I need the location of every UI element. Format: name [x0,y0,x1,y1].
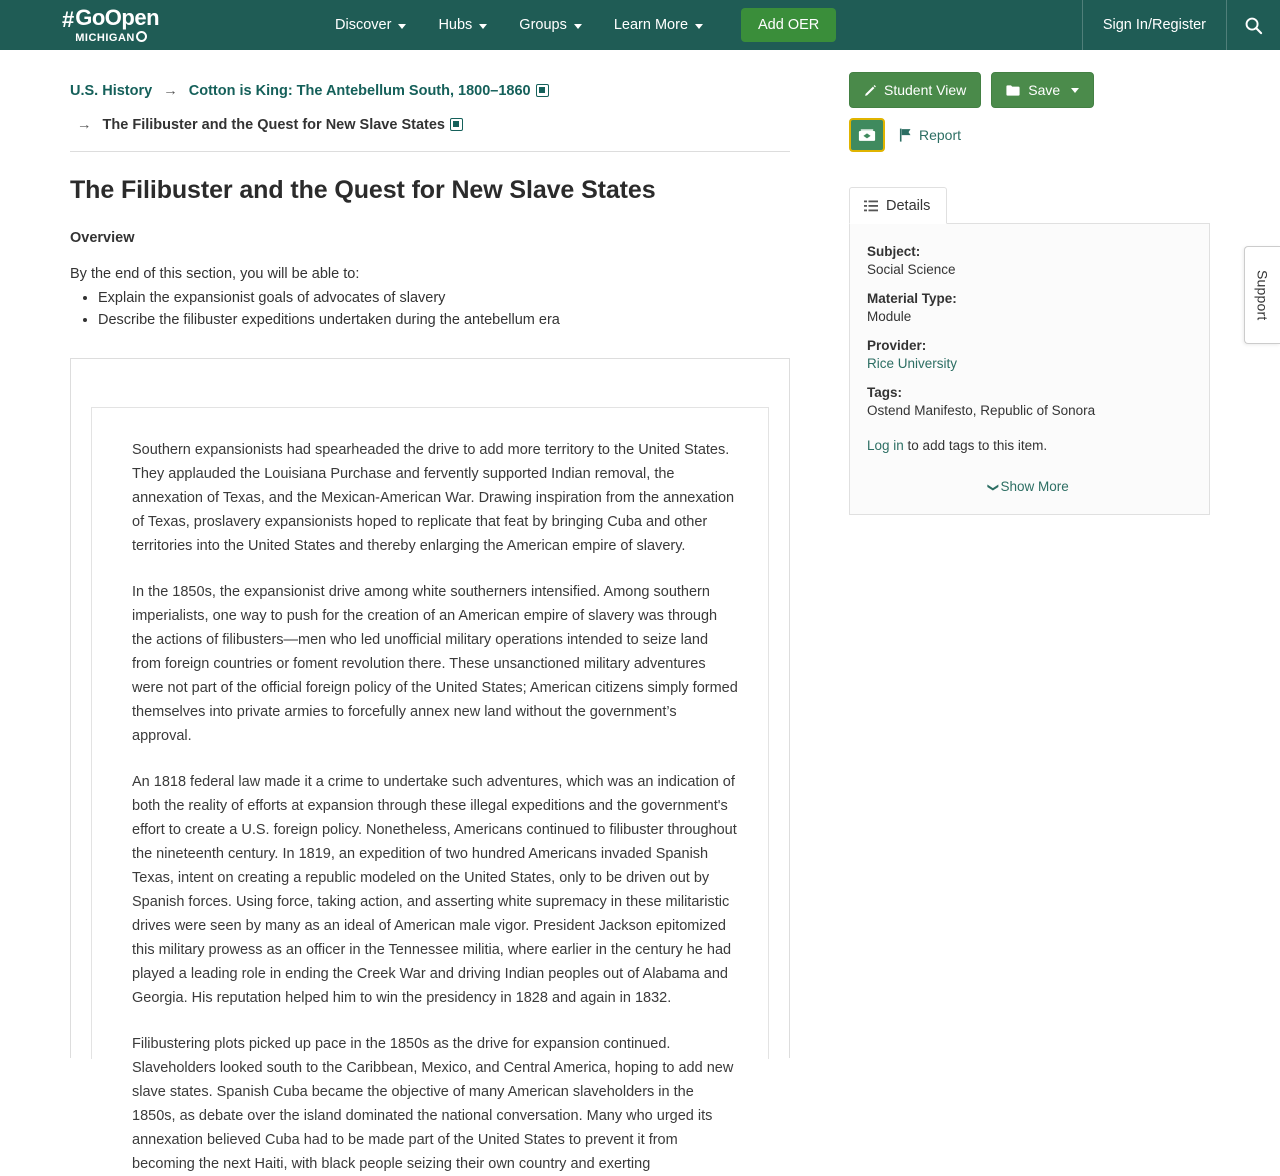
article-paragraph: Southern expansionists had spearheaded the drive to add more territory to the United States. They applauded the Louisiana Purchase and fervently supported Indian removal, the annexation of Texas, and the Mexican-American War. Drawing inspiration from the annexation of Texas, proslavery expansionists hoped to replicate that feat by bringing Cuba and other territories into the United States and thereby enlarging the American empire of slavery. [132,442,735,554]
nav-links [319,7,836,43]
chevron-down-icon [574,24,582,29]
site-logo[interactable] [62,4,160,44]
details-tab-bar [849,186,1210,224]
sign-in-register-link[interactable]: Sign In/Register [1082,0,1226,50]
breadcrumb [0,50,820,142]
nav-item-label: Discover [335,17,392,33]
tab-details-label: Details [886,198,931,214]
nav-item-label: Groups [519,17,567,33]
search-button[interactable] [1226,0,1280,50]
meta-value: Social Science [867,262,956,277]
details-panel [849,224,1210,515]
add-oer-button[interactable]: Add OER [741,8,836,42]
tags-login-rest: to add tags to this item. [903,438,1048,453]
add-to-collection-button[interactable] [849,118,885,152]
meta-tags [867,385,1191,418]
meta-material-type [867,291,1191,324]
collection-icon [858,128,876,143]
chevron-down-icon [695,24,703,29]
tags-login-note [867,438,1191,453]
chevron-down-icon [1071,88,1079,93]
top-navbar [0,0,1280,50]
chevron-down-icon [398,24,406,29]
nav-item-label: Learn More [613,17,689,33]
breadcrumb-link-us-history[interactable]: U.S. History [70,83,153,99]
save-label: Save [1028,82,1061,98]
article-paragraph: In the 1850s, the expansionist drive among white southerners intensified. Among southern imperialists, one way to push for the creation of an American empire of slavery was through the actions of filibusters—men who led unofficial military operations intended to seize land from foreign countries or foment revolution there. These unsanctioned military adventures were not part of the official foreign policy of the United States; American citizens simply formed themselves into private armies to forcefully annex new land without the government’s approval. [132,584,738,744]
meta-label: Material Type: [867,291,957,306]
resource-article-body [91,407,769,1172]
support-tab[interactable] [1244,246,1280,344]
flag-icon [899,128,912,142]
meta-label: Subject: [867,244,921,259]
breadcrumb-separator: → [77,117,92,133]
meta-provider [867,338,1191,371]
support-tab-label: Support [1254,269,1271,321]
overview-heading: Overview [70,230,135,246]
list-item: • Explain the expansionist goals of advocates of slavery [98,290,820,306]
article-paragraph: An 1818 federal law made it a crime to undertake such adventures, which was an indication of both the reality of efforts at expansion through these illegal expeditions and the government's effort to create a U.S. foreign policy. Nonetheless, Americans continued to filibuster throughout the nineteenth century. In 1819, an expedition of two hundred Americans invaded Spanish Texas, intent on creating a republic modeled on the United States, only to be driven out by Spanish forces. Using force, taking action, and asserting white supremacy in these militaristic drives were seen by many as an ideal of American male vigor. President Jackson epitomized this military prowess as an officer in the Tennessee militia, where earlier in the century he had played a leading role in ending the Creek War and driving Indian peoples out of Alabama and Georgia. His reputation helped him to win the presidency in 1828 and again in 1832. [132,774,737,1006]
nav-item-groups[interactable] [503,7,598,43]
meta-label: Tags: [867,385,903,400]
overview-intro-text: By the end of this section, you will be able to: [70,266,360,282]
meta-label: Provider: [867,338,927,353]
list-icon [864,200,878,212]
pencil-icon [864,84,877,97]
student-view-button[interactable] [849,72,981,108]
logo-hash: # [62,6,75,32]
show-more-label: Show More [1000,479,1069,494]
provider-link[interactable]: Rice University [867,356,958,371]
meta-value: Module [867,309,912,324]
student-view-label: Student View [884,82,967,98]
sidebar-column [820,50,1240,1024]
page-title: The Filibuster and the Quest for New Slave States [70,176,656,204]
breadcrumb-separator: → [163,83,178,99]
breadcrumb-current-page: The Filibuster and the Quest for New Slave States [102,117,445,133]
save-button[interactable] [991,72,1094,108]
report-label: Report [919,127,962,143]
report-button[interactable] [899,127,961,143]
objectives-list [70,290,820,328]
nav-right-group [1082,0,1280,50]
folder-icon [1006,84,1021,97]
meta-value: Ostend Manifesto, Republic of Sonora [867,403,1096,418]
external-link-icon[interactable] [450,118,463,131]
external-link-icon[interactable] [536,84,549,97]
action-button-row [849,72,1240,108]
list-item: • Describe the filibuster expeditions undertaken during the antebellum era [98,312,820,328]
nav-item-label: Hubs [438,17,473,33]
search-icon [1244,16,1263,35]
logo-primary-text: GoOpen [75,4,160,30]
breadcrumb-link-cotton-is-king[interactable]: Cotton is King: The Antebellum South, 1800–1860 [188,83,531,99]
show-more-button[interactable] [867,479,1191,494]
main-content-column [0,50,820,1172]
secondary-action-row [849,118,1240,152]
logo-secondary-text: MICHIGAN [75,31,135,44]
logo-circle-icon [136,31,147,42]
nav-item-learn-more[interactable] [598,7,719,43]
nav-item-hubs[interactable] [422,7,503,43]
meta-subject [867,244,1191,277]
nav-item-discover[interactable] [319,7,422,43]
chevron-down-icon: ❯ [987,482,1000,493]
article-paragraph: Filibustering plots picked up pace in the 1850s as the drive for expansion continued. Slaveholders looked south to the Caribbean, Mexico, and Central America, hoping to add new slave states. Spanish Cuba became the objective of many American slaveholders in the 1850s, as debate over the island dominated the national conversation. Many who urged its annexation believed Cuba had to be made part of the United States to prevent it from becoming the next Haiti, with black people seizing their own country and exerting [132,1036,734,1172]
resource-content-frame [70,358,790,1172]
chevron-down-icon [479,24,487,29]
breadcrumb-divider [70,151,790,152]
tab-details[interactable] [849,187,947,224]
page-body [0,50,1280,1172]
log-in-link[interactable]: Log in [867,438,904,453]
